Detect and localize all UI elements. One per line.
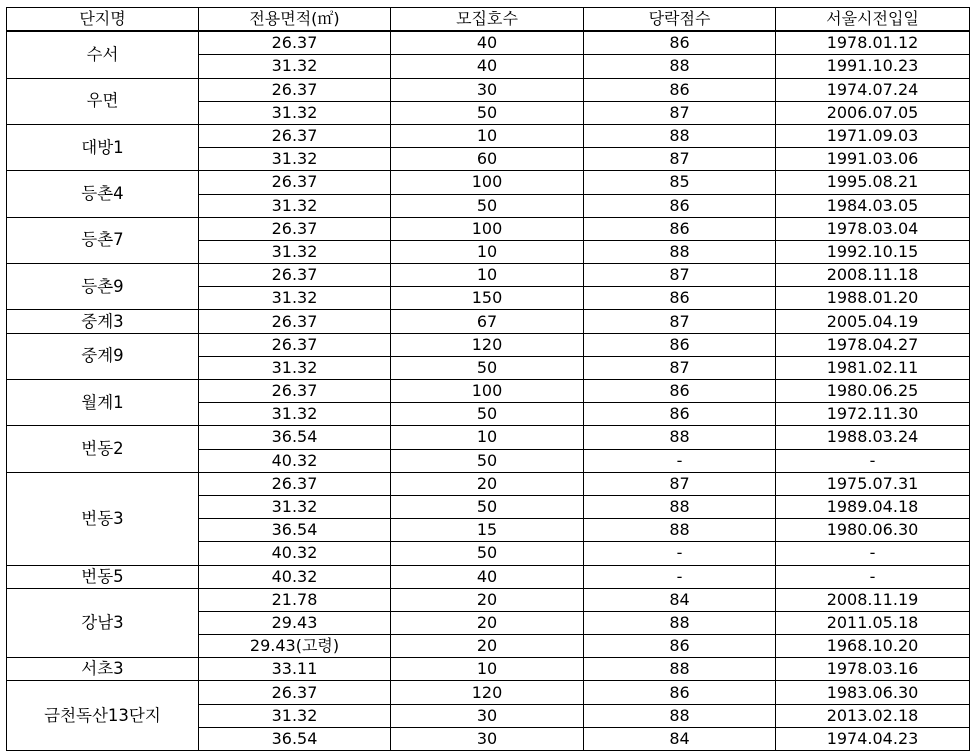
units-cell: 120 <box>391 333 584 356</box>
header-area: 전용면적(㎡) <box>199 8 391 32</box>
table-row <box>7 380 970 403</box>
area-cell: 36.54 <box>199 727 391 750</box>
units-cell: 40 <box>391 31 584 55</box>
area-cell: 31.32 <box>199 148 391 171</box>
move-in-date-cell: 1988.03.24 <box>776 426 970 449</box>
table-row <box>7 310 970 333</box>
table-row <box>7 333 970 356</box>
move-in-date-cell: 1978.03.04 <box>776 217 970 240</box>
move-in-date-cell: 1978.04.27 <box>776 333 970 356</box>
units-cell: 50 <box>391 495 584 518</box>
complex-name-cell: 등촌9 <box>7 264 199 310</box>
cutoff-score-cell: 88 <box>584 124 776 147</box>
move-in-date-cell: 1984.03.05 <box>776 194 970 217</box>
area-cell: 26.37 <box>199 681 391 704</box>
move-in-date-cell: 1992.10.15 <box>776 240 970 263</box>
area-cell: 36.54 <box>199 519 391 542</box>
complex-name-cell: 번동2 <box>7 426 199 472</box>
housing-score-table <box>6 7 970 751</box>
area-cell: 26.37 <box>199 124 391 147</box>
units-cell: 150 <box>391 287 584 310</box>
cutoff-score-cell: 86 <box>584 380 776 403</box>
cutoff-score-cell: 84 <box>584 588 776 611</box>
cutoff-score-cell: - <box>584 542 776 565</box>
units-cell: 30 <box>391 78 584 101</box>
cutoff-score-cell: 86 <box>584 194 776 217</box>
cutoff-score-cell: 86 <box>584 635 776 658</box>
units-cell: 10 <box>391 124 584 147</box>
cutoff-score-cell: 86 <box>584 287 776 310</box>
move-in-date-cell: 1991.10.23 <box>776 55 970 78</box>
cutoff-score-cell: 86 <box>584 333 776 356</box>
cutoff-score-cell: 84 <box>584 727 776 750</box>
units-cell: 20 <box>391 588 584 611</box>
cutoff-score-cell: 86 <box>584 681 776 704</box>
table-row <box>7 124 970 147</box>
cutoff-score-cell: 87 <box>584 472 776 495</box>
header-complex-name: 단지명 <box>7 8 199 32</box>
move-in-date-cell: 2011.05.18 <box>776 611 970 634</box>
move-in-date-cell: 2005.04.19 <box>776 310 970 333</box>
area-cell: 26.37 <box>199 333 391 356</box>
table-row <box>7 31 970 55</box>
area-cell: 40.32 <box>199 449 391 472</box>
complex-name-cell: 수서 <box>7 31 199 78</box>
move-in-date-cell: 1980.06.25 <box>776 380 970 403</box>
cutoff-score-cell: 86 <box>584 78 776 101</box>
move-in-date-cell: - <box>776 565 970 588</box>
units-cell: 30 <box>391 704 584 727</box>
table-row <box>7 472 970 495</box>
area-cell: 29.43 <box>199 611 391 634</box>
area-cell: 31.32 <box>199 55 391 78</box>
units-cell: 10 <box>391 264 584 287</box>
units-cell: 50 <box>391 542 584 565</box>
units-cell: 10 <box>391 240 584 263</box>
area-cell: 31.32 <box>199 101 391 124</box>
complex-name-cell: 중계3 <box>7 310 199 333</box>
move-in-date-cell: 2013.02.18 <box>776 704 970 727</box>
move-in-date-cell: 1975.07.31 <box>776 472 970 495</box>
area-cell: 31.32 <box>199 240 391 263</box>
area-cell: 31.32 <box>199 356 391 379</box>
complex-name-cell: 번동3 <box>7 472 199 565</box>
units-cell: 67 <box>391 310 584 333</box>
area-cell: 26.37 <box>199 171 391 194</box>
cutoff-score-cell: - <box>584 565 776 588</box>
units-cell: 120 <box>391 681 584 704</box>
header-units: 모집호수 <box>391 8 584 32</box>
area-cell: 26.37 <box>199 78 391 101</box>
move-in-date-cell: - <box>776 449 970 472</box>
area-cell: 26.37 <box>199 217 391 240</box>
units-cell: 15 <box>391 519 584 542</box>
cutoff-score-cell: 88 <box>584 495 776 518</box>
table-row <box>7 264 970 287</box>
cutoff-score-cell: 85 <box>584 171 776 194</box>
move-in-date-cell: 1989.04.18 <box>776 495 970 518</box>
complex-name-cell: 중계9 <box>7 333 199 379</box>
move-in-date-cell: 1972.11.30 <box>776 403 970 426</box>
table-row <box>7 171 970 194</box>
units-cell: 30 <box>391 727 584 750</box>
complex-name-cell: 우면 <box>7 78 199 124</box>
table-row <box>7 681 970 704</box>
area-cell: 26.37 <box>199 380 391 403</box>
units-cell: 50 <box>391 194 584 217</box>
units-cell: 20 <box>391 472 584 495</box>
cutoff-score-cell: 86 <box>584 403 776 426</box>
header-row <box>7 8 970 32</box>
area-cell: 29.43(고령) <box>199 635 391 658</box>
move-in-date-cell: - <box>776 542 970 565</box>
move-in-date-cell: 1974.04.23 <box>776 727 970 750</box>
units-cell: 40 <box>391 55 584 78</box>
move-in-date-cell: 1980.06.30 <box>776 519 970 542</box>
cutoff-score-cell: 87 <box>584 264 776 287</box>
cutoff-score-cell: 87 <box>584 148 776 171</box>
units-cell: 20 <box>391 611 584 634</box>
move-in-date-cell: 1991.03.06 <box>776 148 970 171</box>
units-cell: 10 <box>391 658 584 681</box>
complex-name-cell: 강남3 <box>7 588 199 658</box>
area-cell: 31.32 <box>199 194 391 217</box>
move-in-date-cell: 1971.09.03 <box>776 124 970 147</box>
area-cell: 36.54 <box>199 426 391 449</box>
cutoff-score-cell: 88 <box>584 426 776 449</box>
area-cell: 26.37 <box>199 472 391 495</box>
area-cell: 31.32 <box>199 287 391 310</box>
area-cell: 26.37 <box>199 310 391 333</box>
complex-name-cell: 월계1 <box>7 380 199 426</box>
header-move-in-date: 서울시전입일 <box>776 8 970 32</box>
area-cell: 21.78 <box>199 588 391 611</box>
units-cell: 40 <box>391 565 584 588</box>
move-in-date-cell: 1978.01.12 <box>776 31 970 55</box>
move-in-date-cell: 2008.11.19 <box>776 588 970 611</box>
move-in-date-cell: 2008.11.18 <box>776 264 970 287</box>
cutoff-score-cell: 86 <box>584 31 776 55</box>
cutoff-score-cell: 86 <box>584 217 776 240</box>
cutoff-score-cell: 88 <box>584 240 776 263</box>
units-cell: 20 <box>391 635 584 658</box>
table-row <box>7 588 970 611</box>
units-cell: 60 <box>391 148 584 171</box>
area-cell: 40.32 <box>199 542 391 565</box>
cutoff-score-cell: 88 <box>584 519 776 542</box>
move-in-date-cell: 1974.07.24 <box>776 78 970 101</box>
table-row <box>7 658 970 681</box>
units-cell: 100 <box>391 380 584 403</box>
move-in-date-cell: 1983.06.30 <box>776 681 970 704</box>
complex-name-cell: 서초3 <box>7 658 199 681</box>
area-cell: 31.32 <box>199 704 391 727</box>
move-in-date-cell: 1968.10.20 <box>776 635 970 658</box>
cutoff-score-cell: 87 <box>584 101 776 124</box>
area-cell: 40.32 <box>199 565 391 588</box>
units-cell: 50 <box>391 101 584 124</box>
move-in-date-cell: 2006.07.05 <box>776 101 970 124</box>
area-cell: 26.37 <box>199 31 391 55</box>
cutoff-score-cell: 87 <box>584 356 776 379</box>
header-cutoff-score: 당락점수 <box>584 8 776 32</box>
cutoff-score-cell: - <box>584 449 776 472</box>
complex-name-cell: 등촌7 <box>7 217 199 263</box>
move-in-date-cell: 1988.01.20 <box>776 287 970 310</box>
move-in-date-cell: 1995.08.21 <box>776 171 970 194</box>
area-cell: 33.11 <box>199 658 391 681</box>
table-row <box>7 426 970 449</box>
cutoff-score-cell: 88 <box>584 611 776 634</box>
units-cell: 50 <box>391 449 584 472</box>
area-cell: 31.32 <box>199 495 391 518</box>
table-row <box>7 217 970 240</box>
units-cell: 50 <box>391 356 584 379</box>
complex-name-cell: 대방1 <box>7 124 199 170</box>
table-header <box>7 8 970 32</box>
units-cell: 100 <box>391 171 584 194</box>
cutoff-score-cell: 88 <box>584 704 776 727</box>
complex-name-cell: 번동5 <box>7 565 199 588</box>
move-in-date-cell: 1978.03.16 <box>776 658 970 681</box>
table-row <box>7 565 970 588</box>
complex-name-cell: 금천독산13단지 <box>7 681 199 751</box>
cutoff-score-cell: 88 <box>584 55 776 78</box>
complex-name-cell: 등촌4 <box>7 171 199 217</box>
units-cell: 50 <box>391 403 584 426</box>
table-row <box>7 78 970 101</box>
table-body <box>7 31 970 750</box>
units-cell: 100 <box>391 217 584 240</box>
area-cell: 31.32 <box>199 403 391 426</box>
cutoff-score-cell: 87 <box>584 310 776 333</box>
area-cell: 26.37 <box>199 264 391 287</box>
units-cell: 10 <box>391 426 584 449</box>
move-in-date-cell: 1981.02.11 <box>776 356 970 379</box>
cutoff-score-cell: 88 <box>584 658 776 681</box>
